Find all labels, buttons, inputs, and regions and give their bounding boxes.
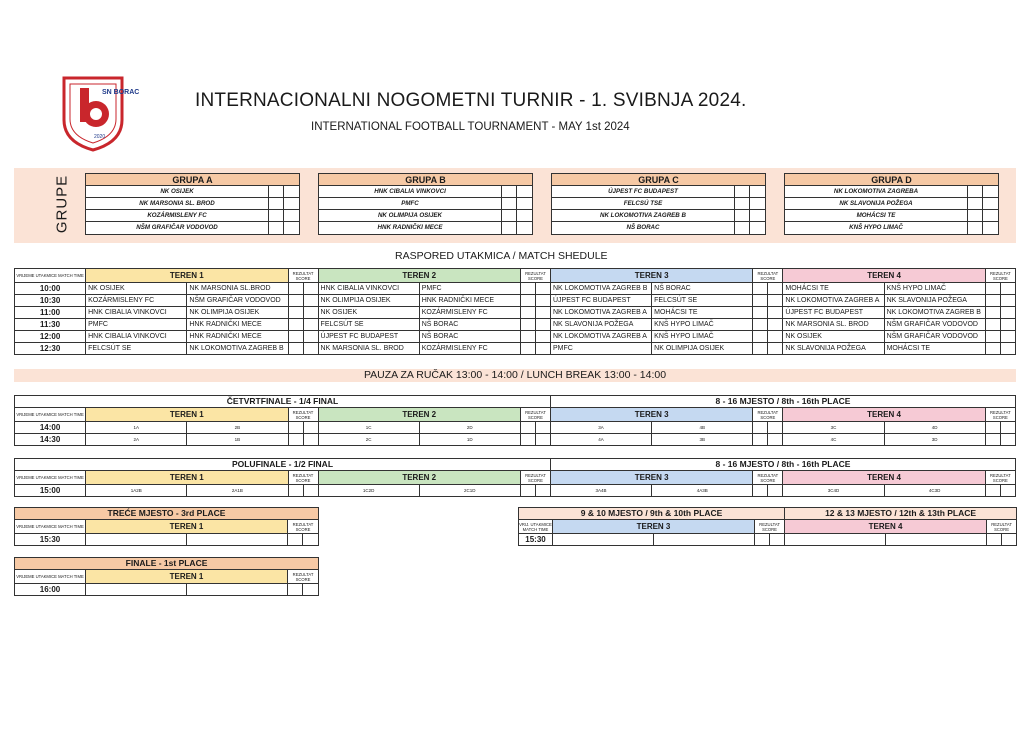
- placeholder-team: 3B: [652, 434, 753, 446]
- place9-title: 9 & 10 MJESTO / 9th & 10th PLACE: [519, 508, 785, 520]
- score-header: REZULTAT SCORE: [755, 520, 785, 534]
- away-team: NŠM GRAFIČAR VODOVOD: [187, 295, 288, 307]
- match-time-header: VRIJEME UTAKMICE MATCH TIME: [15, 520, 86, 534]
- group-row: [785, 210, 998, 222]
- placeholder-team: 1C: [318, 422, 419, 434]
- home-team: NK SLAVONIJA POŽEGA: [550, 319, 651, 331]
- group-row: [319, 198, 532, 210]
- group-a: [85, 173, 300, 235]
- score-header: REZULTAT SCORE: [753, 471, 783, 485]
- group-team: HNK CIBALIA VINKOVCI: [319, 186, 502, 197]
- placeholder-team: 1A: [86, 422, 187, 434]
- placeholder-team: 4A: [550, 434, 651, 446]
- placeholder-team: 4B: [652, 422, 753, 434]
- group-c-name: GRUPA C: [552, 174, 765, 186]
- teren4-header: TEREN 4: [783, 408, 985, 422]
- away-team: NK LOKOMOTIVA ZAGREB B: [187, 343, 288, 355]
- away-team: NK LOKOMOTIVA ZAGREB B: [884, 307, 985, 319]
- away-team: MOHÁCSI TE: [884, 343, 985, 355]
- score-header: REZULTAT SCORE: [520, 408, 550, 422]
- away-team: NK MARSONIA SL.BROD: [187, 283, 288, 295]
- match-time: 15:00: [15, 485, 86, 497]
- home-team: NK OSIJEK: [86, 283, 187, 295]
- third-place-table: [14, 507, 319, 546]
- table-row: [15, 295, 1016, 307]
- away-team: HNK RADNIČKI MECE: [419, 295, 520, 307]
- placement-table: [518, 507, 1017, 546]
- home-team: NK LOKOMOTIVA ZAGREB B: [550, 283, 651, 295]
- match-time: 10:30: [15, 295, 86, 307]
- placeholder-team: 1A2B: [86, 485, 187, 497]
- placeholder-team: 4C: [783, 434, 884, 446]
- match-time-header: VRIJ. UTAKMICE MATCH TIME: [519, 521, 552, 532]
- group-c: [551, 173, 766, 235]
- match-time: 10:00: [15, 283, 86, 295]
- group-row: [552, 210, 765, 222]
- logo-year: 2020: [94, 134, 106, 140]
- group-row: [552, 198, 765, 210]
- match-time: 14:30: [15, 434, 86, 446]
- teren4-header: TEREN 4: [783, 269, 985, 283]
- group-row: [785, 198, 998, 210]
- home-team: NK OLIMPIJA OSIJEK: [318, 295, 419, 307]
- home-team: PMFC: [86, 319, 187, 331]
- group-team: ÚJPEST FC BUDAPEST: [552, 186, 735, 197]
- home-team: KOZÁRMISLENY FC: [86, 295, 187, 307]
- home-team: FELCSÚT SE: [318, 319, 419, 331]
- quarterfinal-title-row: [15, 396, 1016, 408]
- table-row: [15, 584, 319, 596]
- match-time: 14:00: [15, 422, 86, 434]
- group-team: NŠ BORAC: [552, 222, 735, 234]
- quarterfinal-title: ČETVRTFINALE - 1/4 FINAL: [15, 396, 551, 408]
- home-team: ÚJPEST FC BUDAPEST: [783, 307, 884, 319]
- match-time: 12:00: [15, 331, 86, 343]
- placeholder-team: 4D: [884, 422, 985, 434]
- schedule-title: RASPORED UTAKMICA / MATCH SHEDULE: [395, 250, 608, 262]
- lunch-break-banner: PAUZA ZA RUČAK 13:00 - 14:00 / LUNCH BREAK 13:00 - 14:00: [14, 369, 1016, 382]
- away-team: PMFC: [419, 283, 520, 295]
- score-header: REZULTAT SCORE: [753, 269, 783, 283]
- teren1-header: TEREN 1: [86, 408, 288, 422]
- semifinal-header-row: [15, 471, 1016, 485]
- group-row: [86, 222, 299, 234]
- table-row: [519, 534, 1017, 546]
- final-table: [14, 557, 319, 596]
- home-team: FELCSÚT SE: [86, 343, 187, 355]
- table-row: [15, 434, 1016, 446]
- group-b: [318, 173, 533, 235]
- home-team: ÚJPEST FC BUDAPEST: [318, 331, 419, 343]
- home-team: NK LOKOMOTIVA ZAGREB A: [550, 331, 651, 343]
- match-time: 16:00: [15, 584, 86, 596]
- group-d-name: GRUPA D: [785, 174, 998, 186]
- away-team: NŠM GRAFIČAR VODOVOD: [884, 331, 985, 343]
- placeholder-team: 2A1B: [187, 485, 288, 497]
- table-row: [15, 331, 1016, 343]
- group-team: MOHÁCSI TE: [785, 210, 968, 221]
- away-team: NŠ BORAC: [419, 331, 520, 343]
- match-time-header: VRIJEME UTAKMICE MATCH TIME: [15, 408, 86, 422]
- teren3-header: TEREN 3: [550, 408, 752, 422]
- away-team: HNK RADNIČKI MECE: [187, 331, 288, 343]
- table-row: [15, 485, 1016, 497]
- score-header: REZULTAT SCORE: [288, 269, 318, 283]
- teren2-header: TEREN 2: [318, 269, 520, 283]
- home-team: NK LOKOMOTIVA ZAGREB A: [550, 307, 651, 319]
- place12-title: 12 & 13 MJESTO / 12th & 13th PLACE: [785, 508, 1017, 520]
- teren4-header: TEREN 4: [785, 520, 987, 534]
- match-time: 15:30: [519, 534, 553, 546]
- home-team: HNK CIBALIA VINKOVCI: [86, 307, 187, 319]
- score-header: REZULTAT SCORE: [288, 408, 318, 422]
- score-header: REZULTAT SCORE: [288, 520, 319, 534]
- home-team: NK MARSONIA SL. BROD: [783, 319, 884, 331]
- quarterfinal-table: [14, 395, 1016, 446]
- match-time: 12:30: [15, 343, 86, 355]
- semifinal-table: [14, 458, 1016, 497]
- group-team: NK LOKOMOTIVA ZAGREB B: [552, 210, 735, 221]
- placeholder-team: 2C: [318, 434, 419, 446]
- home-team: NK SLAVONIJA POŽEGA: [783, 343, 884, 355]
- home-team: HNK CIBALIA VINKOVCI: [318, 283, 419, 295]
- group-team: HNK RADNIČKI MECE: [319, 222, 502, 234]
- quarterfinal-header-row: [15, 408, 1016, 422]
- placeholder-team: 4A3B: [652, 485, 753, 497]
- placeholder-team: 3C: [783, 422, 884, 434]
- group-team: PMFC: [319, 198, 502, 209]
- match-time: 11:00: [15, 307, 86, 319]
- away-team: KOZÁRMISLENY FC: [419, 307, 520, 319]
- group-row: [86, 198, 299, 210]
- group-row: [785, 222, 998, 234]
- teren3-header: TEREN 3: [550, 269, 752, 283]
- group-team: KNŠ HYPO LIMAČ: [785, 222, 968, 234]
- score-header: REZULTAT SCORE: [288, 471, 318, 485]
- teren1-header: TEREN 1: [86, 269, 288, 283]
- group-team: NK OLIMPIJA OSIJEK: [319, 210, 502, 221]
- groups-label-box: [14, 168, 84, 243]
- home-team: NK LOKOMOTIVA ZAGREB A: [783, 295, 884, 307]
- table-row: [15, 307, 1016, 319]
- placeholder-team: 2A: [86, 434, 187, 446]
- quarterfinal-place-title: 8 - 16 MJESTO / 8th - 16th PLACE: [550, 396, 1015, 408]
- teren2-header: TEREN 2: [318, 408, 520, 422]
- logo-top-text: SN BORAC: [102, 89, 140, 96]
- away-team: NK SLAVONIJA POŽEGA: [884, 295, 985, 307]
- group-row: [552, 186, 765, 198]
- table-row: [15, 283, 1016, 295]
- home-team: NK MARSONIA SL. BROD: [318, 343, 419, 355]
- group-a-name: GRUPA A: [86, 174, 299, 186]
- group-team: FELCSÚ TSE: [552, 198, 735, 209]
- teren3-header: TEREN 3: [550, 471, 752, 485]
- group-row: [552, 222, 765, 234]
- away-team: FELCSÚT SE: [652, 295, 753, 307]
- page-subtitle: INTERNATIONAL FOOTBALL TOURNAMENT - MAY 1st 2024: [311, 121, 630, 133]
- club-logo: [58, 72, 140, 152]
- score-header: REZULTAT SCORE: [985, 269, 1015, 283]
- away-team: NŠ BORAC: [419, 319, 520, 331]
- away-team: NŠM GRAFIČAR VODOVOD: [884, 319, 985, 331]
- group-row: [86, 210, 299, 222]
- group-team: NK SLAVONIJA POŽEGA: [785, 198, 968, 209]
- placeholder-team: 1D: [419, 434, 520, 446]
- away-team: NK OLIMPIJA OSIJEK: [652, 343, 753, 355]
- semifinal-title: POLUFINALE - 1/2 FINAL: [15, 459, 551, 471]
- table-row: [15, 422, 1016, 434]
- away-team: KOZÁRMISLENY FC: [419, 343, 520, 355]
- match-time: 11:30: [15, 319, 86, 331]
- away-team: NŠ BORAC: [652, 283, 753, 295]
- away-team: KNŠ HYPO LIMAČ: [652, 319, 753, 331]
- score-header: REZULTAT SCORE: [520, 269, 550, 283]
- group-team: KOZÁRMISLENY FC: [86, 210, 269, 221]
- final-title: FINALE - 1st PLACE: [15, 558, 319, 570]
- group-team: NK OSIJEK: [86, 186, 269, 197]
- match-time-header: VRIJEME UTAKMICE MATCH TIME: [15, 269, 86, 283]
- placeholder-team: 3C4D: [783, 485, 884, 497]
- home-team: PMFC: [550, 343, 651, 355]
- away-team: KNŠ HYPO LIMAČ: [652, 331, 753, 343]
- schedule-header-row: [15, 269, 1016, 283]
- score-header: REZULTAT SCORE: [753, 408, 783, 422]
- score-header: REZULTAT SCORE: [520, 471, 550, 485]
- group-team: NŠM GRAFIČAR VODOVOD: [86, 222, 269, 234]
- group-row: [785, 186, 998, 198]
- teren1-header: TEREN 1: [86, 520, 288, 534]
- teren1-header: TEREN 1: [86, 570, 288, 584]
- match-time-header: VRIJEME UTAKMICE MATCH TIME: [15, 570, 86, 584]
- home-team: NK OSIJEK: [318, 307, 419, 319]
- groups-label: GRUPE: [53, 174, 71, 234]
- placeholder-team: 3D: [884, 434, 985, 446]
- group-team: NK MARSONIA SL. BROD: [86, 198, 269, 209]
- match-time-header: VRIJEME UTAKMICE MATCH TIME: [15, 471, 86, 485]
- semifinal-title-row: [15, 459, 1016, 471]
- group-row: [319, 222, 532, 234]
- group-d: [784, 173, 999, 235]
- home-team: MOHÁCSI TE: [783, 283, 884, 295]
- group-b-name: GRUPA B: [319, 174, 532, 186]
- placeholder-team: 1B: [187, 434, 288, 446]
- table-row: [15, 319, 1016, 331]
- score-header: REZULTAT SCORE: [987, 520, 1017, 534]
- teren4-header: TEREN 4: [783, 471, 985, 485]
- teren1-header: TEREN 1: [86, 471, 288, 485]
- away-team: HNK RADNIČKI MECE: [187, 319, 288, 331]
- placeholder-team: 2D: [419, 422, 520, 434]
- away-team: NK OLIMPIJA OSIJEK: [187, 307, 288, 319]
- placeholder-team: 3A: [550, 422, 651, 434]
- away-team: KNŠ HYPO LIMAČ: [884, 283, 985, 295]
- match-time: 15:30: [15, 534, 86, 546]
- third-place-title: TREĆE MJESTO - 3rd PLACE: [15, 508, 319, 520]
- placeholder-team: 2B: [187, 422, 288, 434]
- group-row: [319, 210, 532, 222]
- teren2-header: TEREN 2: [318, 471, 520, 485]
- table-row: [15, 343, 1016, 355]
- home-team: ÚJPEST FC BUDAPEST: [550, 295, 651, 307]
- table-row: [15, 534, 319, 546]
- semifinal-place-title: 8 - 16 MJESTO / 8th - 16th PLACE: [550, 459, 1015, 471]
- score-header: REZULTAT SCORE: [985, 408, 1015, 422]
- score-header: REZULTAT SCORE: [985, 471, 1015, 485]
- placeholder-team: 2C1D: [419, 485, 520, 497]
- page-title: INTERNACIONALNI NOGOMETNI TURNIR - 1. SVIBNJA 2024.: [195, 90, 747, 111]
- home-team: HNK CIBALIA VINKOVCI: [86, 331, 187, 343]
- group-team: NK LOKOMOTIVA ZAGREBA: [785, 186, 968, 197]
- placeholder-team: 4C3D: [884, 485, 985, 497]
- away-team: MOHÁCSI TE: [652, 307, 753, 319]
- group-row: [319, 186, 532, 198]
- group-row: [86, 186, 299, 198]
- placeholder-team: 3A4B: [550, 485, 651, 497]
- home-team: NK OSIJEK: [783, 331, 884, 343]
- teren3-header: TEREN 3: [553, 520, 755, 534]
- score-header: REZULTAT SCORE: [288, 570, 319, 584]
- placeholder-team: 1C2D: [318, 485, 419, 497]
- schedule-table: [14, 268, 1016, 355]
